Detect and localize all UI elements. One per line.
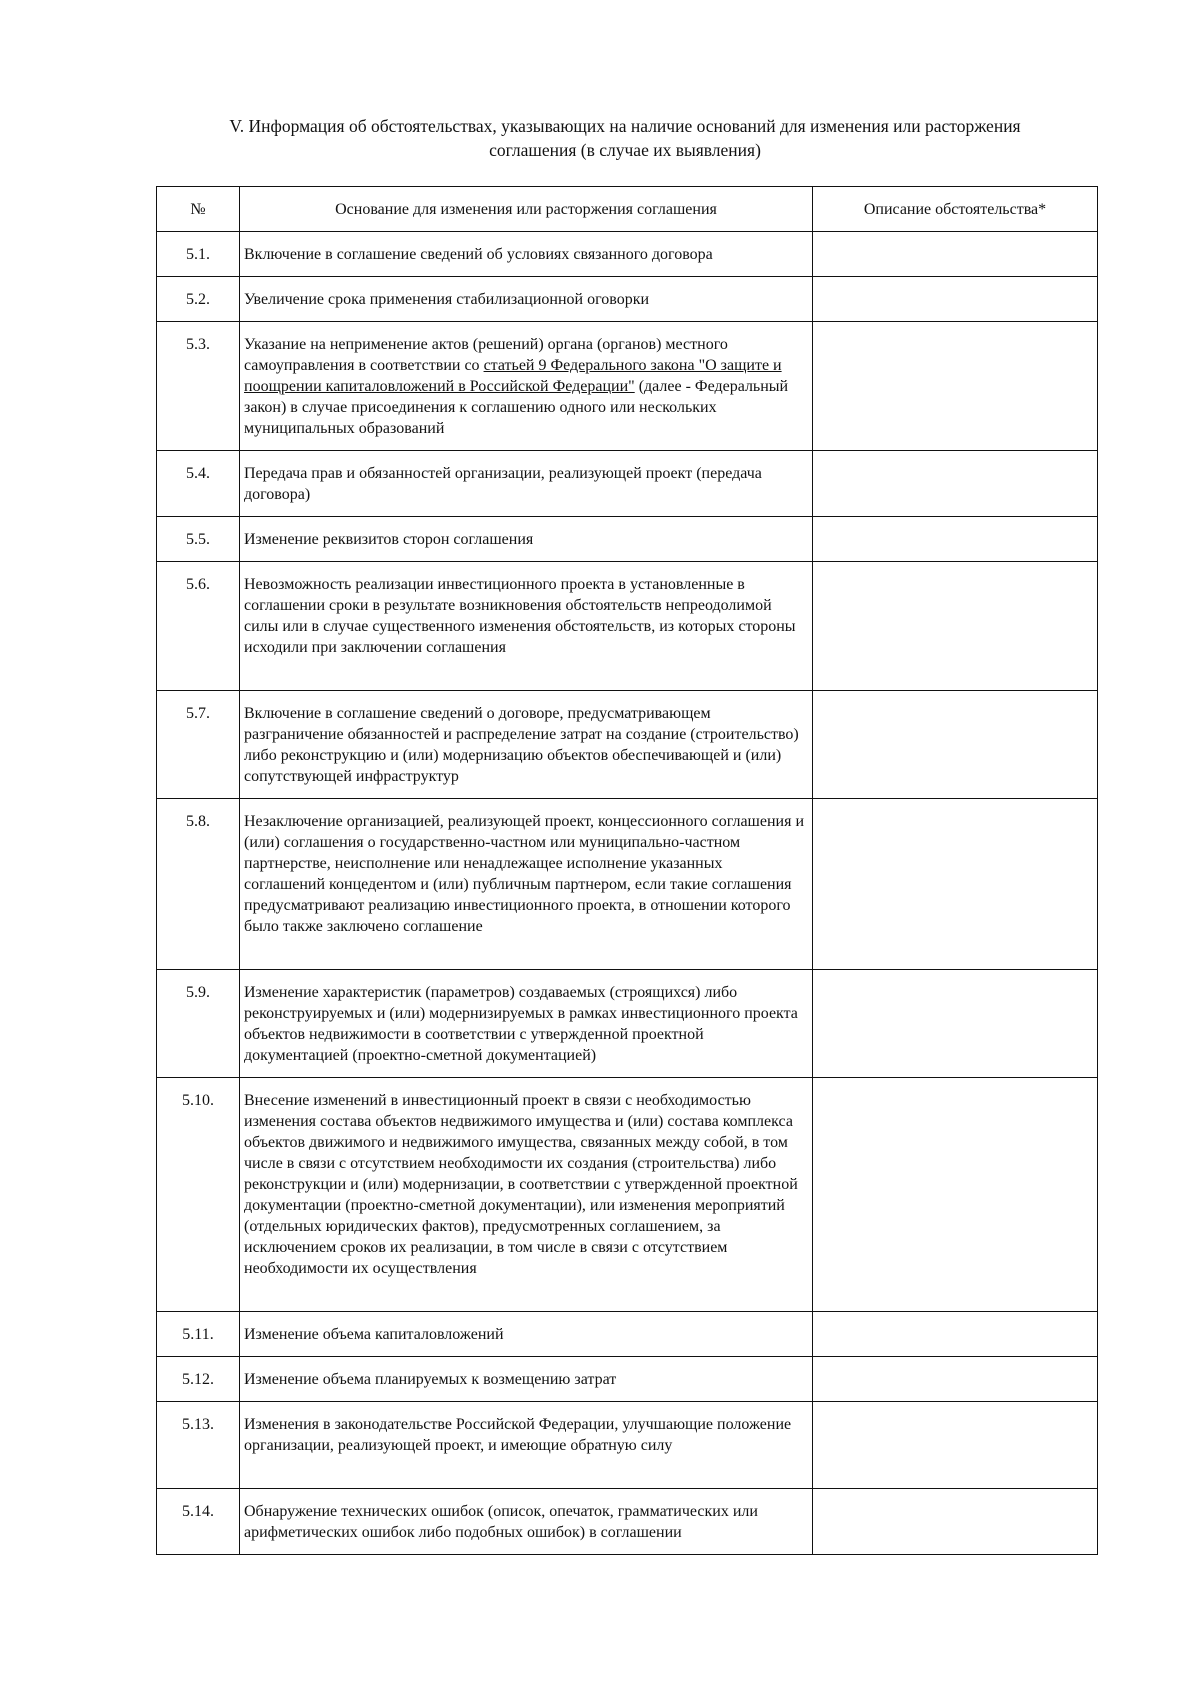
table-row — [157, 562, 1098, 691]
header-description: Описание обстоятельства* — [813, 187, 1098, 232]
row-description — [813, 562, 1098, 691]
row-basis-text: Указание на неприменение актов (решений) органа (органов) местного самоуправления в соответствии со — [244, 336, 728, 374]
row-basis: Изменения в законодательстве Российской Федерации, улучшающие положение организации, реализующей проект, и имеющие обратную силу — [240, 1402, 813, 1489]
row-description — [813, 232, 1098, 277]
row-number: 5.7. — [157, 691, 240, 799]
row-number: 5.5. — [157, 517, 240, 562]
section-heading-line-2: соглашения (в случае их выявления) — [489, 140, 761, 160]
row-basis: Изменение реквизитов сторон соглашения — [240, 517, 813, 562]
table-row — [157, 799, 1098, 970]
header-num: № — [157, 187, 240, 232]
row-number: 5.2. — [157, 277, 240, 322]
header-basis: Основание для изменения или расторжения соглашения — [240, 187, 813, 232]
row-description — [813, 799, 1098, 970]
row-description — [813, 1357, 1098, 1402]
table-row — [157, 970, 1098, 1078]
row-number: 5.13. — [157, 1402, 240, 1489]
row-number: 5.14. — [157, 1489, 240, 1555]
row-description — [813, 517, 1098, 562]
row-basis: Передача прав и обязанностей организации, реализующей проект (передача договора) — [240, 451, 813, 517]
row-basis: Включение в соглашение сведений о договоре, предусматривающем разграничение обязанностей и распределение затрат на создание (строительство) либо реконструкцию и (или) модернизацию объектов обеспечивающей и (или) сопутствующей инфраструктур — [240, 691, 813, 799]
table-row — [157, 1489, 1098, 1555]
row-description — [813, 691, 1098, 799]
table-row — [157, 1312, 1098, 1357]
row-description — [813, 451, 1098, 517]
row-basis: Внесение изменений в инвестиционный проект в связи с необходимостью изменения состава объектов недвижимого имущества и (или) состава комплекса объектов движимого и недвижимого имущества, связанных между собой, в том числе в связи с отсутствием необходимости их создания (строительства) либо реконструкции и (или) модернизации, в соответствии с утвержденной проектной документации (проектно-сметной документации), или изменения мероприятий (отдельных юридических фактов), предусмотренных соглашением, за исключением сроков их реализации, в том числе в связи с отсутствием необходимости их осуществления — [240, 1078, 813, 1312]
row-number: 5.8. — [157, 799, 240, 970]
table-row — [157, 1402, 1098, 1489]
row-basis: Изменение объема капиталовложений — [240, 1312, 813, 1357]
section-heading-line-1: V. Информация об обстоятельствах, указывающих на наличие оснований для изменения или расторжения — [229, 116, 1021, 136]
row-description — [813, 322, 1098, 451]
grounds-table — [156, 186, 1098, 1555]
row-basis-text: (далее - Федеральный закон) в случае присоединения к соглашению одного или нескольких муниципальных образований — [244, 378, 789, 437]
table-row — [157, 451, 1098, 517]
row-basis: Невозможность реализации инвестиционного проекта в установленные в соглашении сроки в результате возникновения обстоятельств непреодолимой силы или в случае существенного изменения обстоятельств, из которых стороны исходили при заключении соглашения — [240, 562, 813, 691]
row-basis — [240, 322, 813, 451]
row-number: 5.6. — [157, 562, 240, 691]
row-basis: Изменение характеристик (параметров) создаваемых (строящихся) либо реконструируемых и (или) модернизируемых в рамках инвестиционного проекта объектов недвижимости в соответствии с утвержденной проектной документацией (проектно-сметной документацией) — [240, 970, 813, 1078]
row-number: 5.10. — [157, 1078, 240, 1312]
table-row — [157, 517, 1098, 562]
row-number: 5.4. — [157, 451, 240, 517]
row-basis: Изменение объема планируемых к возмещению затрат — [240, 1357, 813, 1402]
row-description — [813, 1078, 1098, 1312]
row-number: 5.12. — [157, 1357, 240, 1402]
section-heading — [150, 114, 1100, 162]
row-description — [813, 970, 1098, 1078]
table-header-row — [157, 187, 1098, 232]
row-number: 5.11. — [157, 1312, 240, 1357]
row-number: 5.3. — [157, 322, 240, 451]
row-basis: Включение в соглашение сведений об условиях связанного договора — [240, 232, 813, 277]
row-basis: Незаключение организацией, реализующей проект, концессионного соглашения и (или) соглашения о государственно-частном или муниципально-частном партнерстве, неисполнение или ненадлежащее исполнение указанных соглашений концедентом и (или) публичным партнером, если такие соглашения предусматривают реализацию инвестиционного проекта, в отношении которого было также заключено соглашение — [240, 799, 813, 970]
row-description — [813, 1402, 1098, 1489]
row-description — [813, 277, 1098, 322]
table-row — [157, 691, 1098, 799]
table-row — [157, 1078, 1098, 1312]
table-row — [157, 277, 1098, 322]
row-number: 5.1. — [157, 232, 240, 277]
row-description — [813, 1489, 1098, 1555]
row-number: 5.9. — [157, 970, 240, 1078]
table-row — [157, 322, 1098, 451]
row-basis: Обнаружение технических ошибок (описок, опечаток, грамматических или арифметических ошибок либо подобных ошибок) в соглашении — [240, 1489, 813, 1555]
row-basis: Увеличение срока применения стабилизационной оговорки — [240, 277, 813, 322]
table-row — [157, 1357, 1098, 1402]
table-row — [157, 232, 1098, 277]
federal-law-article-link[interactable]: статьей 9 Федерального закона "О защите и поощрении капиталовложений в Российской Федерации" — [244, 357, 782, 395]
row-description — [813, 1312, 1098, 1357]
